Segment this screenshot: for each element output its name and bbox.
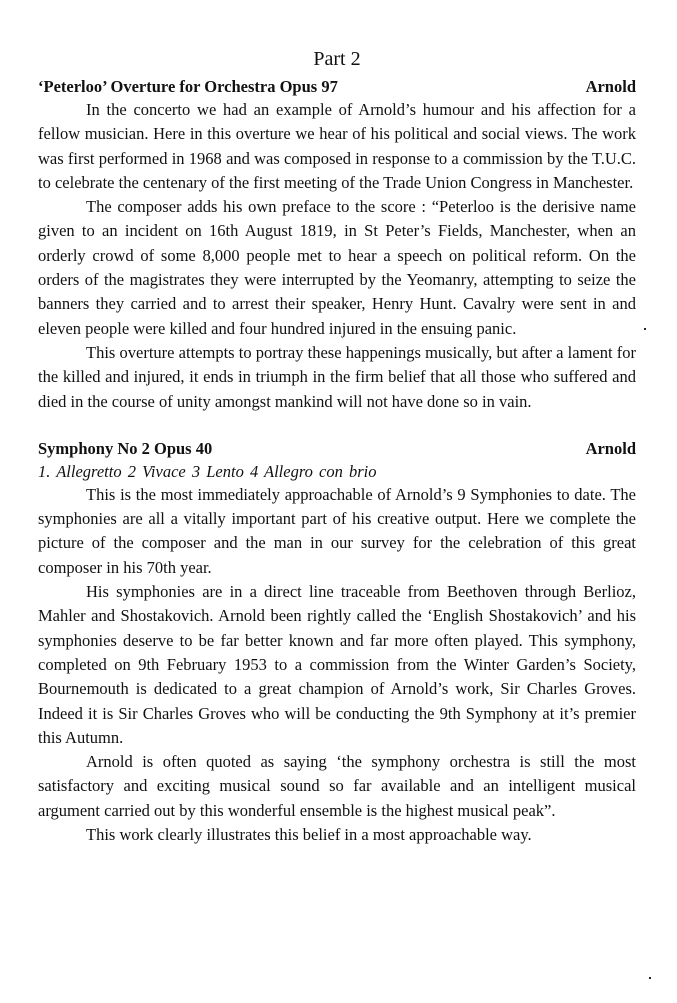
- scan-speck: [644, 328, 646, 330]
- paragraph: His symphonies are in a direct line traceable from Beethoven through Berlioz, Mahler and Shostakovich. Arnold been rightly called the ‘English Shostakovich’ and his symphonies deserve to be far better known and far more often played. This symphony, completed on 9th February 1953 to a commission from the Winter Garden’s Society, Bournemouth is dedicated to a great champion of Arnold’s work, Sir Charles Groves. Indeed it is Sir Charles Groves who will be conducting the 9th Symphony at it’s premier this Autumn.: [38, 582, 636, 747]
- paragraph: This overture attempts to portray these happenings musically, but after a lament for the killed and injured, it ends in triumph in the firm belief that all those who suffered and died in the course of unity amongst mankind will not have done so in vain.: [38, 342, 636, 411]
- paragraph: This is the most immediately approachable of Arnold’s 9 Symphonies to date. The symphonies are all a vitally important part of his creative output. Here we complete the picture of the composer and the man in our survey for the celebration of this great composer in his 70th year.: [38, 484, 636, 577]
- piece-heading: [38, 438, 636, 460]
- piece-title: Symphony No 2 Opus 40: [38, 438, 213, 458]
- piece-heading: [38, 76, 636, 98]
- paragraph: Arnold is often quoted as saying ‘the symphony orchestra is still the most satisfactory and exciting musical sound so far available and an intelligent musical argument carried out by this wonderful ensemble is the highest musical peak”.: [38, 752, 636, 820]
- piece-peterloo-overture: [38, 76, 636, 414]
- movement-list: 1. Allegretto 2 Vivace 3 Lento 4 Allegro con brio: [38, 461, 377, 481]
- paragraph: The composer adds his own preface to the score : “Peterloo is the derisive name given to an incident on 16th August 1819, in St Peter’s Fields, Manchester, when an orderly crowd of some 8,000 people met to hear a speech on political reform. On the orders of the magistrates they were interrupted by the Yeomanry, attempting to seize the banners they carried and to arrest their speaker, Henry Hunt. Cavalry were sent in and eleven people were killed and four hundred injured in the ensuing panic.: [38, 197, 636, 338]
- piece-composer: Arnold: [585, 77, 636, 96]
- piece-symphony-no-2: [38, 438, 636, 847]
- piece-composer: Arnold: [585, 438, 636, 458]
- paragraph: In the concerto we had an example of Arnold’s humour and his affection for a fellow musician. Here in this overture we hear of his political and social views. The work was first performed in 1968 and was composed in response to a commission by the T.U.C. to celebrate the centenary of the first meeting of the Trade Union Congress in Manchester.: [38, 100, 636, 192]
- part-title: Part 2: [313, 48, 361, 70]
- scan-speck: [649, 977, 651, 979]
- programme-page: [38, 46, 636, 847]
- piece-title: ‘Peterloo’ Overture for Orchestra Opus 97: [38, 77, 338, 96]
- section-spacer: [38, 414, 636, 438]
- paragraph: This work clearly illustrates this belief in a most approachable way.: [86, 825, 532, 845]
